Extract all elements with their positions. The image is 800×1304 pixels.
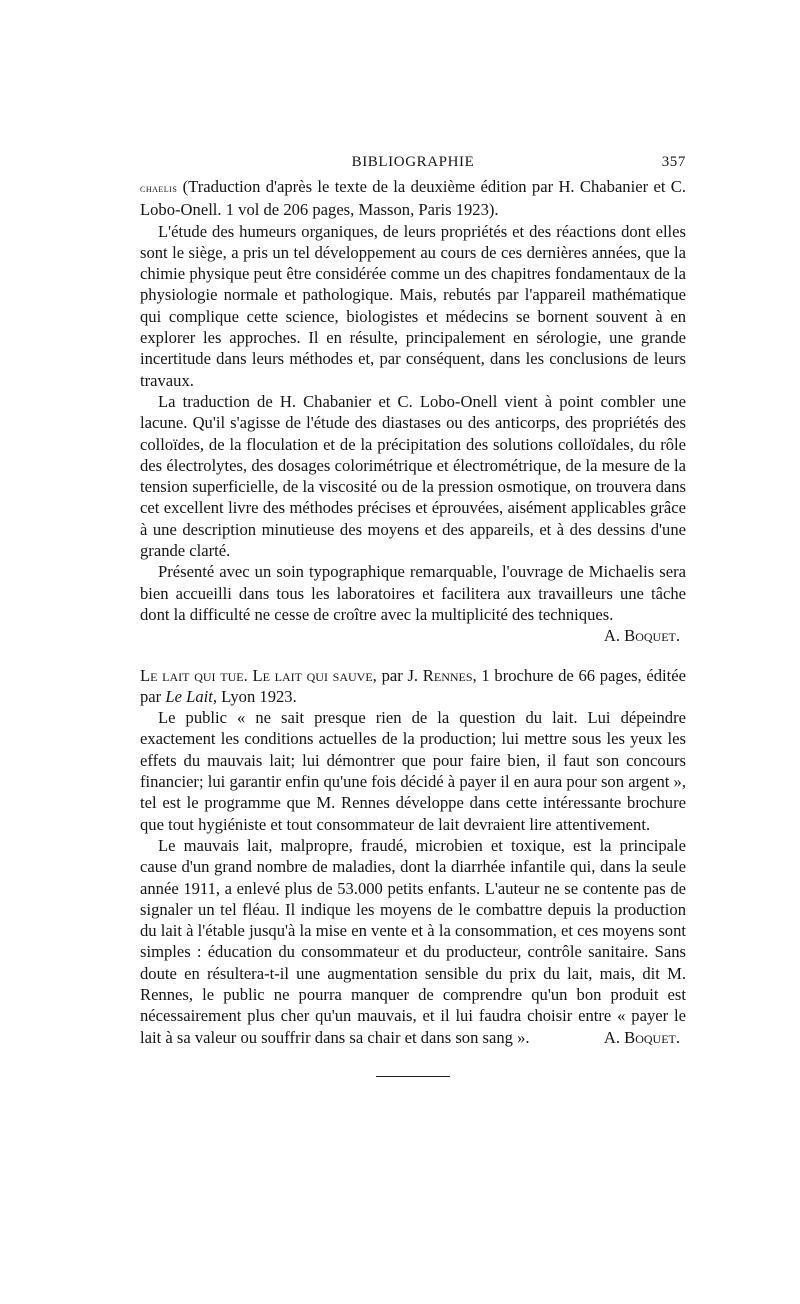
publisher-name: Le Lait, [165,686,217,706]
review-rennes [140,665,686,1048]
book-title-part1: Le lait qui tue. [140,665,248,685]
citation-text: (Traduction d'après le texte de la deuxième édition par H. Chabanier et C. Lobo-Onell. 1 vol de 206 pages, Masson, Paris 1923). [140,177,686,220]
page-number: 357 [661,154,686,170]
review-signature: A. Boquet. [603,1027,680,1047]
review-michaelis [140,176,686,647]
author-fragment: chaelis [140,181,178,195]
running-header [140,150,686,176]
review-signature: A. Boquet. [603,626,680,646]
review-paragraph: L'étude des humeurs organiques, de leurs propriétés et des réactions dont elles sont le siège, a pris un tel développement au cours de ces dernières années, que la chimie physique peut être considérée comme un des chapitres fondamentaux de la physiologie normale et pathologique. Mais, rebutés par l'appareil mathématique qui complique cette science, biologistes et médecins se bornent souvent à en explorer les approches. Il en résulte, principalement en sérologie, une grande incertitude dans leurs méthodes et, par conséquent, dans les conclusions de leurs travaux. [140,221,686,390]
by-text: par J. [381,665,419,685]
book-details: 1 brochure de 66 pages, éditée par [140,665,687,706]
page [140,150,686,1077]
author-name: Rennes, [422,665,477,685]
review-citation [140,176,686,221]
review-paragraph: La traduction de H. Chabanier et C. Lobo-Onell vient à point combler une lacune. Qu'il s'agisse de l'étude des diastases ou des anticorps, des propriétés des colloïdes, de la floculation et de la précipitation des solutions colloïdales, du rôle des électrolytes, des dosages colorimétrique et électrométrique, de la mesure de la tension superficielle, de la viscosité ou de la pression osmotique, on trouvera dans cet excellent livre des méthodes précises et éprouvées, aisément applicables grâce à une description minutieuse des moyens et des appareils, et à des dessins d'une grande clarté. [140,391,686,561]
review-paragraph-text: Le mauvais lait, malpropre, fraudé, microbien et toxique, est la principale cause d'un grand nombre de maladies, dont la diarrhée infantile qui, dans la seule année 1911, a enlevé plus de 53.000 petits enfants. L'auteur ne se contente pas de signaler un tel fléau. Il indique les moyens de le combattre depuis la production du lait à l'étable jusqu'à la mise en vente et à la consommation, et ces moyens sont simples : éducation du consommateur et du producteur, contrôle sanitaire. Sans doute en résultera-t-il une augmentation sensible du prix du lait, mais, dit M. Rennes, le public ne pourra manquer de comprendre qu'un bon produit est nécessairement plus cher qu'un mauvais, et il lui faudra choisir entre « payer le lait à sa valeur ou souffrir dans sa chair et dans son sang ». [140,835,686,1047]
review-paragraph-last [140,835,686,1048]
review-paragraph-text: Présenté avec un soin typographique remarquable, l'ouvrage de Michaelis sera bien accueilli dans tous les laboratoires et facilitera aux travailleurs une tâche dont la difficulté ne cesse de croître avec la multiplicité des techniques. [140,562,686,624]
review-heading [140,665,686,708]
section-divider [376,1076,450,1077]
book-title-part2: Le lait qui sauve, [252,665,377,685]
place-year: Lyon 1923. [221,686,297,706]
review-paragraph: Le public « ne sait presque rien de la question du lait. Lui dépeindre exactement les conditions actuelles de la production; lui mettre sous les yeux les effets du mauvais lait; lui démontrer que pour faire bien, il faut son concours financier; lui garantir enfin qu'une fois décidé à payer il en aura pour son argent », tel est le programme que M. Rennes développe dans cette intéressante brochure que tout hygiéniste et tout consommateur de lait devraient lire attentivement. [140,708,686,834]
review-paragraph-last [140,561,686,646]
running-title: BIBLIOGRAPHIE [351,154,475,170]
